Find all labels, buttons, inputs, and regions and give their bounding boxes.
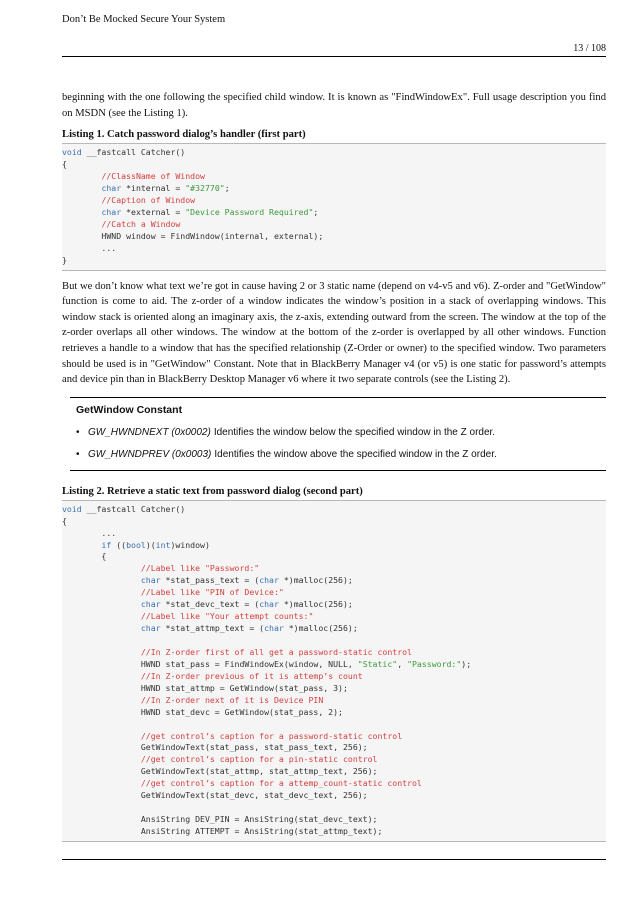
code-token: ;	[313, 206, 319, 217]
code-token	[62, 219, 101, 229]
code-token: *stat_attmp_text = (	[160, 623, 265, 634]
code-token: AnsiString ATTEMPT = AnsiString(stat_attmp_text);	[62, 826, 383, 837]
code-token	[62, 575, 141, 585]
code-line	[62, 563, 606, 575]
bullet-icon: •	[76, 448, 80, 460]
code-line	[62, 695, 606, 707]
code-token: __fastcall Catcher()	[81, 503, 186, 514]
listing-1-caption: Listing 1. Catch password dialog’s handler (first part)	[62, 129, 306, 141]
code-token: bool	[126, 539, 146, 550]
code-token: AnsiString DEV_PIN = AnsiString(stat_devc_text);	[62, 814, 378, 825]
code-line	[62, 599, 606, 611]
code-token: void	[62, 147, 82, 158]
code-token: )(	[145, 539, 156, 550]
page-content	[62, 90, 606, 842]
page-number: 13 / 108	[573, 43, 606, 54]
code-token: {	[62, 515, 67, 526]
code-line	[62, 171, 606, 183]
code-token: //get control’s caption for a pin-static control	[140, 754, 378, 765]
code-line	[62, 551, 606, 563]
code-token: GetWindowText(stat_devc, stat_devc_text, 256);	[62, 790, 368, 801]
code-line	[62, 766, 606, 778]
code-token	[62, 587, 141, 597]
explanation-paragraph: But we don’t know what text we’re got in cause having 2 or 3 static name (depend on v4-v5 and v6). Z-order and "GetWindow" function is come to aid. The z-order of a window indicates the window’s position in a stack of overlapping windows. This window stack is oriented along an imaginary axis, the z-axis, extending outward from the screen. The window at the top of the z-order overlaps all other windows. The window at the bottom of the z-order is overlapped by all other windows. Function retrieves a handle to a window that has the specified relationship (Z-Order or owner) to the specified window. Two parameters should be used is in "GetWindow" Constant. Note that in BlackBerry Manager v4 (or v5) is one static for password’s attempts and device pin than in BlackBerry Desktop Manager v6 where it two separate controls (see the Listing 2).	[62, 280, 606, 386]
bullet-icon: •	[76, 426, 80, 438]
code-token: "Password:"	[407, 658, 462, 669]
code-line	[62, 659, 606, 671]
code-token: HWND stat_attmp = GetWindow(stat_pass, 3);	[62, 682, 348, 693]
constant-name: GW_HWNDPREV (0x0003)	[88, 448, 212, 460]
code-token: HWND window = FindWindow(internal, external);	[62, 230, 324, 241]
code-line	[62, 255, 606, 267]
code-token: HWND stat_pass = FindWindowEx(window, NULL,	[62, 658, 358, 669]
code-token: GetWindowText(stat_attmp, stat_attmp_text, 256);	[62, 766, 378, 777]
code-line	[62, 778, 606, 790]
code-line	[62, 540, 606, 552]
code-token: HWND stat_devc = GetWindow(stat_pass, 2);	[62, 706, 343, 717]
code-token: *)malloc(256);	[283, 623, 358, 634]
code-line	[62, 802, 606, 814]
code-token: "#32770"	[185, 183, 225, 193]
code-line	[62, 183, 606, 195]
code-token: *)malloc(256);	[278, 599, 353, 610]
code-token: char	[101, 183, 122, 193]
code-line	[62, 231, 606, 243]
code-token	[62, 754, 141, 764]
listing-2-code-block	[62, 500, 606, 842]
code-line	[62, 219, 606, 231]
running-header-title: Don’t Be Mocked Secure Your System	[62, 14, 226, 25]
code-token: //get control’s caption for a attemp_count-static control	[140, 778, 422, 789]
code-token: //In Z-order first of all get a password-static control	[140, 646, 412, 657]
code-token: //Label like "PIN of Device:"	[140, 587, 284, 598]
code-line	[62, 707, 606, 719]
code-token: {	[62, 159, 67, 170]
code-line	[62, 243, 606, 255]
code-token	[62, 731, 141, 741]
code-token: *stat_pass_text = (	[160, 575, 260, 586]
code-token: //Label like "Your attempt counts:"	[140, 611, 314, 622]
code-token: )window)	[170, 539, 210, 550]
code-token: *external =	[121, 206, 186, 217]
code-token: char	[259, 575, 279, 586]
constant-name: GW_HWNDNEXT (0x0002)	[88, 426, 211, 438]
code-line	[62, 528, 606, 540]
code-token: //ClassName of Window	[101, 171, 205, 182]
code-token: ((	[111, 539, 127, 550]
code-token	[62, 623, 141, 633]
code-token: void	[62, 503, 82, 514]
constant-description: Identifies the window above the specified window in the Z order.	[214, 448, 497, 460]
code-line	[62, 731, 606, 743]
code-token: //In Z-order previous of it is attemp’s count	[140, 670, 363, 681]
code-token	[62, 195, 101, 205]
code-token: *stat_devc_text = (	[160, 599, 260, 610]
listing-1-code-block	[62, 143, 606, 270]
code-token: ...	[62, 242, 117, 253]
code-token	[62, 599, 141, 609]
code-line	[62, 647, 606, 659]
code-line	[62, 826, 606, 838]
header-rule	[62, 56, 606, 57]
listing-2-caption: Listing 2. Retrieve a static text from password dialog (second part)	[62, 485, 363, 497]
code-line	[62, 635, 606, 647]
code-token: //Caption of Window	[101, 194, 196, 205]
code-token: ,	[397, 658, 408, 669]
code-token: GetWindowText(stat_pass, stat_pass_text, 256);	[62, 742, 368, 753]
code-token: "Static"	[357, 658, 398, 669]
code-token: *)malloc(256);	[278, 575, 353, 586]
code-token: {	[62, 551, 107, 562]
code-token	[62, 671, 141, 681]
getwindow-constant-box	[70, 397, 606, 471]
code-line	[62, 504, 606, 516]
code-token: *internal =	[121, 183, 186, 193]
code-line	[62, 683, 606, 695]
code-token	[62, 540, 101, 550]
code-token	[62, 563, 141, 573]
code-token: "Device Password Required"	[185, 206, 314, 217]
list-item	[76, 427, 606, 438]
code-token: }	[62, 254, 67, 265]
code-token	[62, 647, 141, 657]
code-token: ;	[224, 183, 230, 193]
code-token: //In Z-order next of it is Device PIN	[140, 694, 324, 705]
intro-paragraph: beginning with the one following the specified child window. It is known as "FindWindowEx". Full usage description you find on MSDN (see the Listing 1).	[62, 92, 606, 119]
code-line	[62, 159, 606, 171]
code-token	[62, 778, 141, 788]
code-token: //Label like "Password:"	[140, 563, 260, 574]
code-token: char	[101, 206, 122, 217]
list-item	[76, 449, 606, 460]
code-line	[62, 207, 606, 219]
code-line	[62, 516, 606, 528]
code-token: );	[461, 658, 472, 669]
code-token	[62, 183, 101, 193]
code-token	[62, 171, 101, 181]
code-token: int	[155, 539, 171, 550]
code-token	[62, 207, 101, 217]
code-token: //Catch a Window	[101, 218, 181, 229]
code-line	[62, 195, 606, 207]
sidebar-title: GetWindow Constant	[76, 403, 183, 416]
code-token: char	[259, 599, 279, 610]
code-token	[62, 611, 141, 621]
code-line	[62, 742, 606, 754]
footer-rule	[62, 859, 606, 860]
code-token: char	[140, 575, 161, 586]
code-line	[62, 147, 606, 159]
code-line	[62, 671, 606, 683]
code-token: __fastcall Catcher()	[81, 147, 186, 158]
constant-description: Identifies the window below the specified window in the Z order.	[213, 426, 496, 438]
code-line	[62, 719, 606, 731]
code-line	[62, 587, 606, 599]
code-line	[62, 611, 606, 623]
code-token: //get control’s caption for a password-static control	[140, 730, 403, 741]
code-line	[62, 575, 606, 587]
code-line	[62, 623, 606, 635]
code-token: ...	[62, 527, 117, 538]
code-line	[62, 790, 606, 802]
code-token: char	[140, 623, 161, 634]
code-token: if	[101, 539, 112, 550]
code-line	[62, 814, 606, 826]
code-token: char	[264, 623, 284, 634]
code-line	[62, 754, 606, 766]
code-token	[62, 695, 141, 705]
code-token: char	[140, 599, 161, 610]
